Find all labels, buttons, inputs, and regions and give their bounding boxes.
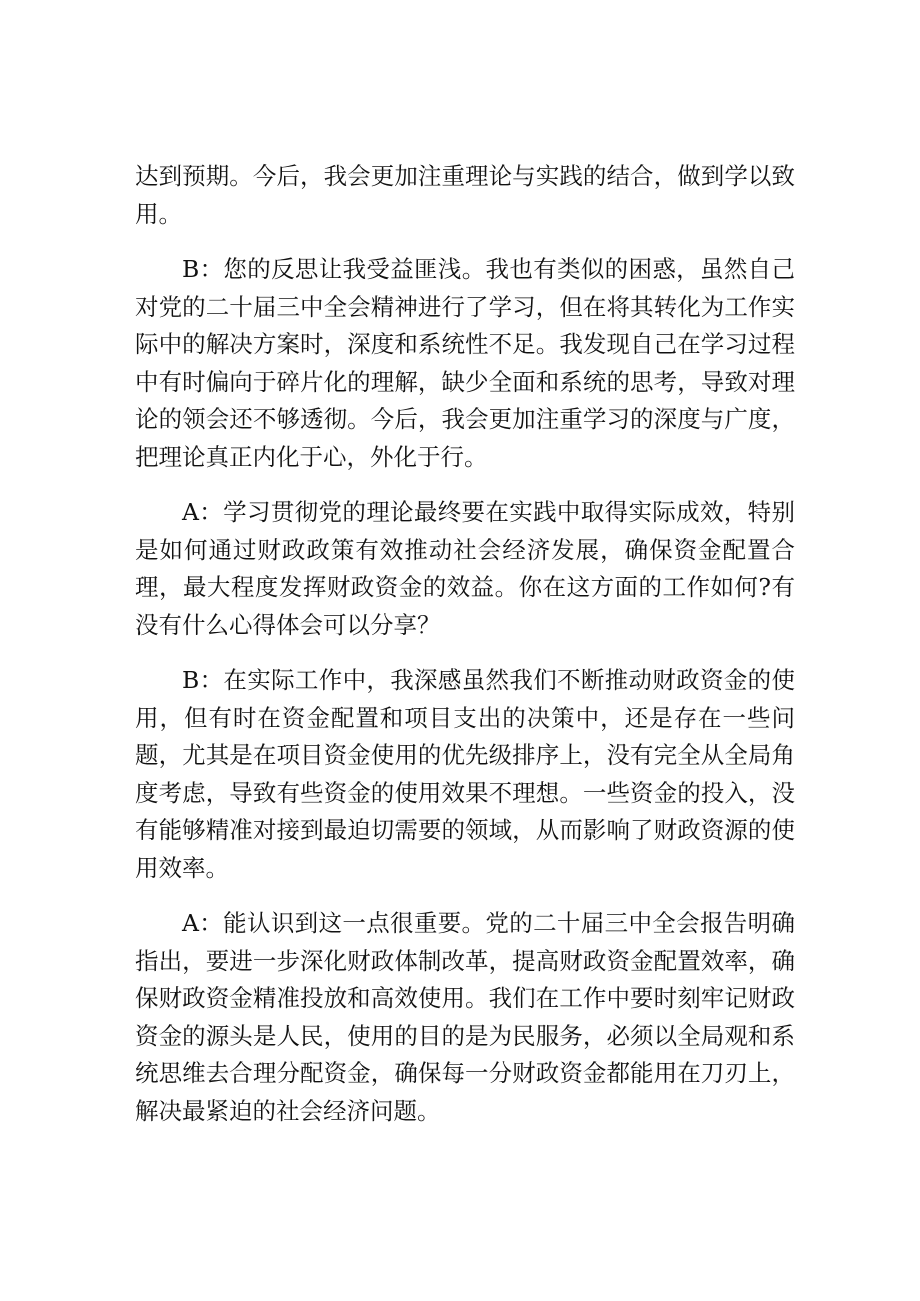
paragraph-b-practice: B：在实际工作中，我深感虽然我们不断推动财政资金的使用，但有时在资金配置和项目支出的决策中，还是存在一些问题，尤其是在项目资金使用的优先级排序上，没有完全从全局角度考虑，导致有些资金的使用效果不理想。一些资金的投入，没有能够精准对接到最迫切需要的领域，从而影响了财政资源的使用效率。: [135, 666, 795, 882]
paragraph-a-response: A：能认识到这一点很重要。党的二十届三中全会报告明确指出，要进一步深化财政体制改革，提高财政资金配置效率，确保财政资金精准投放和高效使用。我们在工作中要时刻牢记财政资金的源头是人民，使用的目的是为民服务，必须以全局观和系统思维去合理分配资金，确保每一分财政资金都能用在刀刃上，解决最紧迫的社会经济问题。: [135, 909, 795, 1125]
paragraph-continuation: 达到预期。今后，我会更加注重理论与实践的结合，做到学以致用。: [135, 162, 795, 228]
paragraph-a-question: A：学习贯彻党的理论最终要在实践中取得实际成效，特别是如何通过财政政策有效推动社会经济发展，确保资金配置合理，最大程度发挥财政资金的效益。你在这方面的工作如何?有没有什么心得体会可以分享？: [135, 498, 795, 639]
document-page: [135, 158, 795, 1148]
paragraph-b-reflection: B：您的反思让我受益匪浅。我也有类似的困惑，虽然自己对党的二十届三中全会精神进行了学习，但在将其转化为工作实际中的解决方案时，深度和系统性不足。我发现自己在学习过程中有时偏向于碎片化的理解，缺少全面和系统的思考，导致对理论的领会还不够透彻。今后，我会更加注重学习的深度与广度，把理论真正内化于心，外化于行。: [135, 255, 795, 471]
